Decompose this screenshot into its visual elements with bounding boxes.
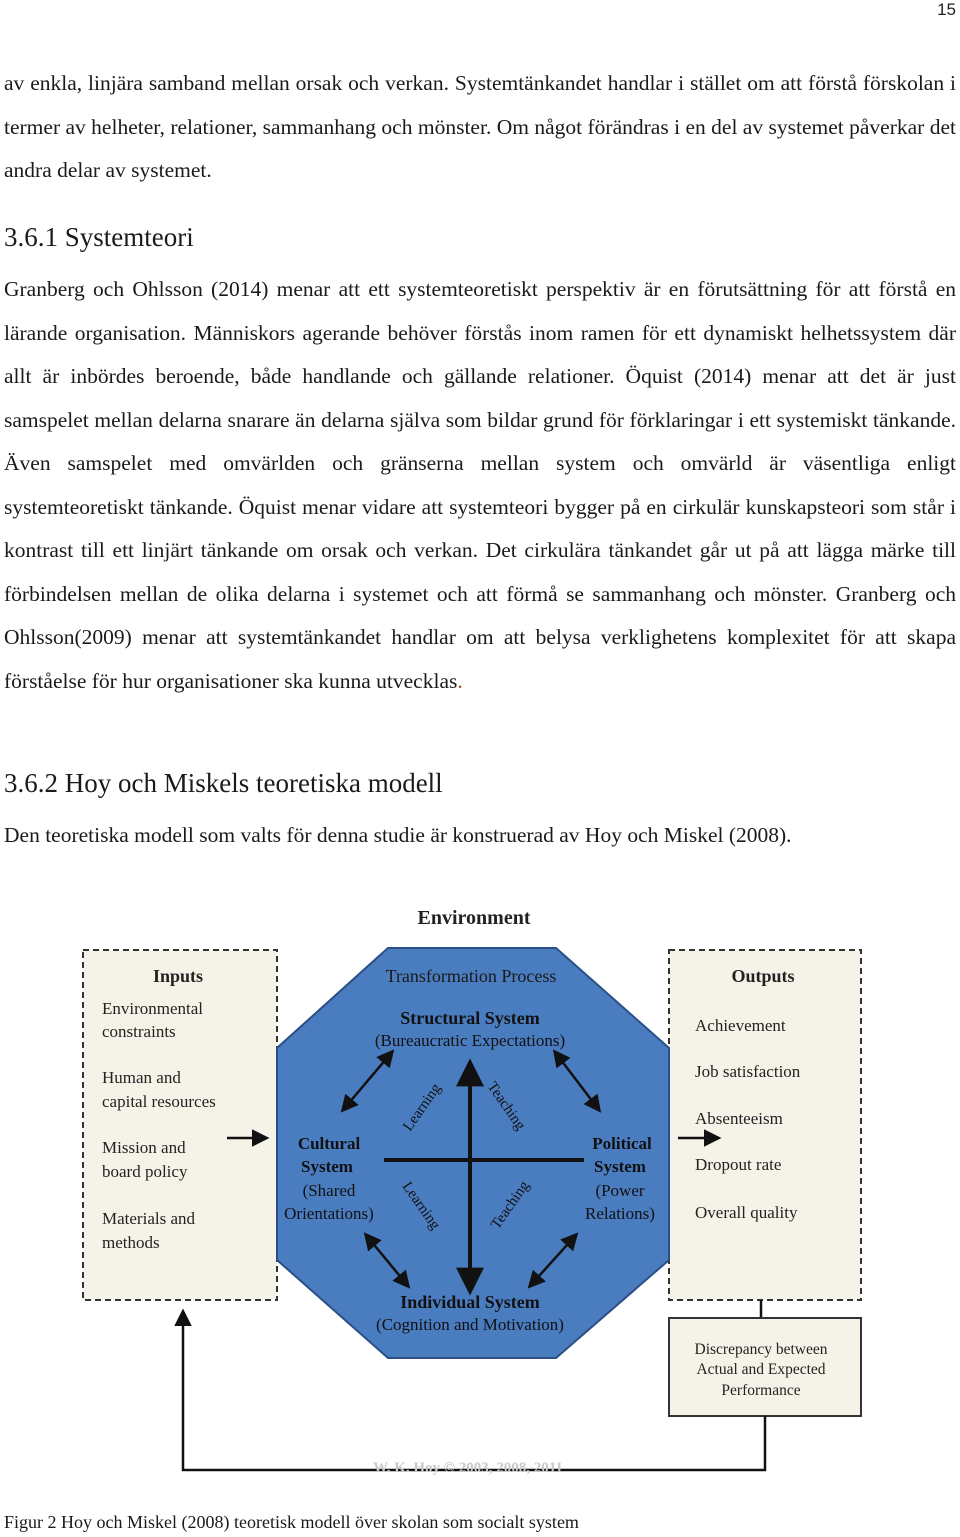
political-system-line-4: Relations)	[585, 1204, 655, 1223]
political-system-line-3: (Power	[595, 1181, 645, 1200]
process-title: Transformation Process	[385, 966, 557, 986]
learning-label-top: Learning	[400, 1080, 445, 1135]
inputs-title: Inputs	[152, 966, 204, 986]
discrepancy-line-2: Actual and Expected	[696, 1361, 826, 1378]
outputs-item-4: Dropout rate	[695, 1155, 782, 1174]
inputs-item-4-line-2: methods	[102, 1233, 160, 1252]
outputs-item-2: Job satisfaction	[695, 1062, 801, 1081]
inputs-item-1-line-1: Environmental	[102, 999, 204, 1018]
environment-label: Environment	[417, 907, 531, 929]
political-system-line-1: Political	[592, 1134, 652, 1153]
outputs-item-1: Achievement	[695, 1016, 786, 1035]
section-paragraph-361-end: .	[457, 668, 463, 693]
section-paragraph-361	[4, 268, 956, 703]
inputs-item-3-line-2: board policy	[102, 1162, 188, 1181]
hoy-miskel-model-figure	[0, 880, 960, 1500]
cultural-system-line-2: System	[301, 1157, 353, 1176]
figure-caption: Figur 2 Hoy och Miskel (2008) teoretisk modell över skolan som socialt system	[4, 1512, 579, 1532]
structural-system-subtitle: (Bureaucratic Expectations)	[374, 1031, 566, 1050]
inputs-item-2-line-2: capital resources	[102, 1092, 216, 1111]
intro-paragraph: av enkla, linjära samband mellan orsak och verkan. Systemtänkandet handlar i stället om att förstå förskolan i termer av helheter, relationer, sammanhang och mönster. Om något förändras i en del av systemet påverkar det andra delar av systemet.	[4, 71, 956, 182]
teaching-label-top: Teaching	[483, 1079, 529, 1134]
outputs-item-3: Absenteeism	[695, 1109, 783, 1128]
section-heading-362: 3.6.2 Hoy och Miskels teoretiska modell	[4, 768, 443, 798]
political-system-line-2: System	[594, 1157, 646, 1176]
structural-system-title: Structural System	[400, 1008, 540, 1028]
cultural-system-line-3: (Shared	[302, 1181, 356, 1200]
page-number: 15	[937, 0, 956, 19]
inputs-item-4-line-1: Materials and	[102, 1209, 195, 1228]
discrepancy-line-1: Discrepancy between	[694, 1341, 828, 1358]
section-heading-361: 3.6.1 Systemteori	[4, 222, 194, 252]
teaching-label-bottom: Teaching	[488, 1178, 533, 1233]
cultural-system-line-1: Cultural	[297, 1134, 361, 1153]
learning-label-bottom: Learning	[398, 1179, 443, 1233]
inputs-item-2-line-1: Human and	[102, 1068, 181, 1087]
individual-system-title: Individual System	[400, 1292, 540, 1312]
inputs-item-1-line-2: constraints	[102, 1022, 176, 1041]
outputs-item-5: Overall quality	[695, 1203, 798, 1222]
discrepancy-line-3: Performance	[721, 1382, 801, 1399]
cultural-system-line-4: Orientations)	[284, 1204, 374, 1223]
inputs-item-3-line-1: Mission and	[102, 1138, 186, 1157]
copyright-text: W. K. Hoy © 2003, 2008, 2011	[373, 1460, 563, 1476]
individual-system-subtitle: (Cognition and Motivation)	[376, 1315, 564, 1334]
section-paragraph-362: Den teoretiska modell som valts för denna studie är konstruerad av Hoy och Miskel (2008).	[4, 823, 792, 847]
section-paragraph-361-text: Granberg och Ohlsson (2014) menar att ett systemteoretiskt perspektiv är en förutsättning för att förstå en lärande organisation. Människors agerande behöver förstås inom ramen för ett dynamiskt helhetssystem där allt är inbördes beroende, både handlande och gällande relationer. Öquist (2014) menar att det är just samspelet mellan delarna snarare än delarna själva som bildar grund för förklaringar i ett systemiskt tänkande. Även samspelet med omvärlden och gränserna mellan system och omvärld är väsentliga enligt systemteoretiskt tänkande. Öquist menar vidare att systemteori bygger på en cirkulär kunskapsteori som står i kontrast till ett linjärt tänkande om orsak och verkan. Det cirkulära tänkandet går ut på att lägga märke till förbindelsen mellan de olika delarna i systemet och att förmå se sammanhang och mönster. Granberg och Ohlsson(2009) menar att systemtänkandet handlar om att belysa verklighetens komplexitet för att skapa förståelse för hur organisationer ska kunna utvecklas	[4, 277, 956, 693]
outputs-title: Outputs	[731, 966, 795, 986]
